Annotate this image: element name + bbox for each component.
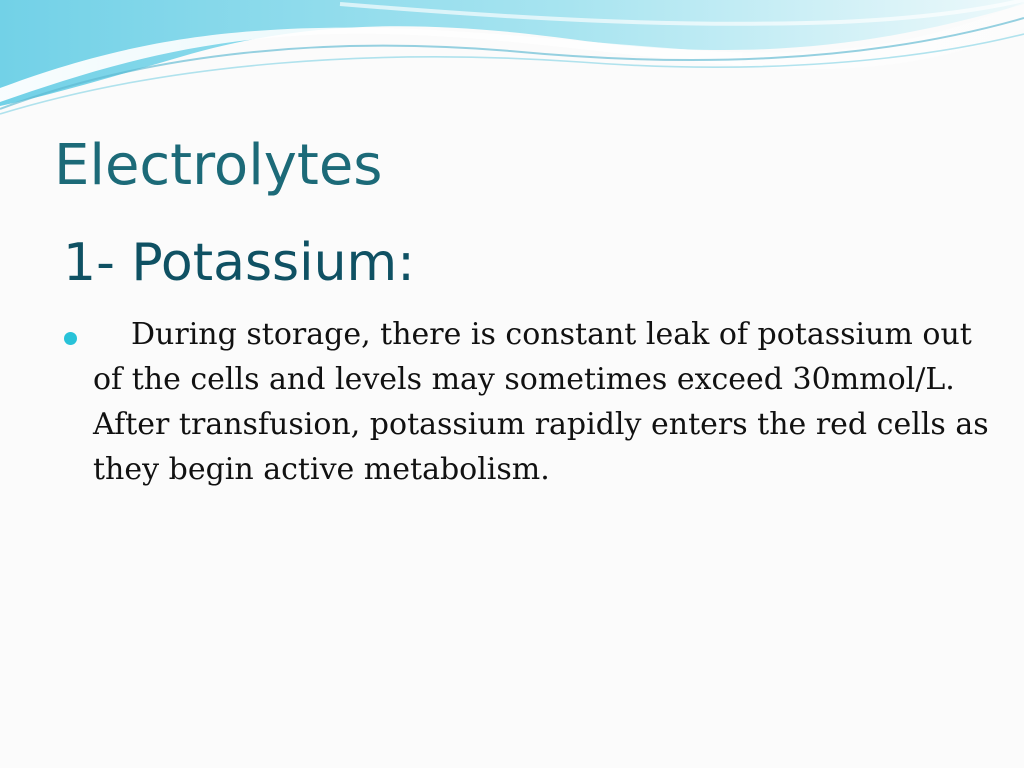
slide-subtitle: 1- Potassium: xyxy=(63,233,415,293)
wave-decoration xyxy=(0,0,1024,120)
bullet-list xyxy=(60,312,990,492)
bullet-icon xyxy=(64,332,77,345)
bullet-text: During storage, there is constant leak of potassium out of the cells and levels may sometimes exceed 30mmol/L. After transfusion, potassium rapidly enters the red cells as they begin active metabolism. xyxy=(93,317,989,487)
slide-title: Electrolytes xyxy=(54,133,383,198)
bullet-item xyxy=(60,312,990,492)
